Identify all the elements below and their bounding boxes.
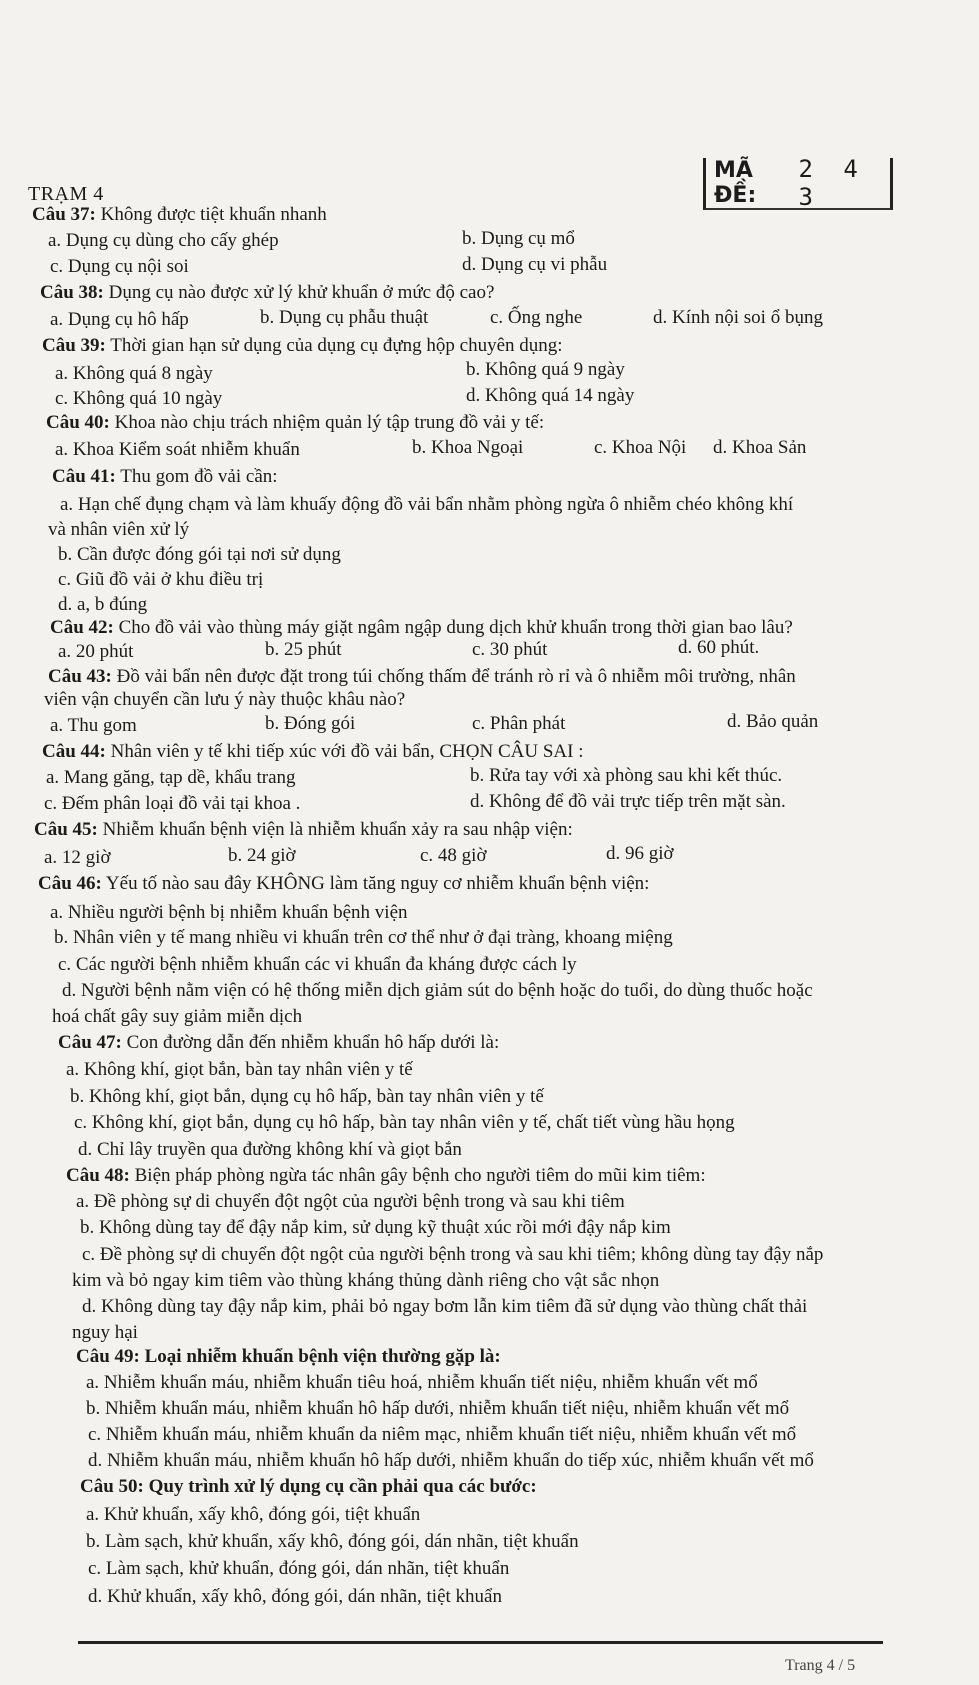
q47-option-c: c. Không khí, giọt bắn, dụng cụ hô hấp, bàn tay nhân viên y tế, chất tiết vùng hầu họng: [74, 1112, 735, 1133]
q47-option-a: a. Không khí, giọt bắn, bàn tay nhân viên y tế: [66, 1059, 413, 1080]
q43-option-a: a. Thu gom: [50, 715, 137, 736]
q49-option-a: a. Nhiễm khuẩn máu, nhiễm khuẩn tiêu hoá, nhiễm khuẩn tiết niệu, nhiễm khuẩn vết mổ: [86, 1372, 758, 1393]
q46-option-b: b. Nhân viên y tế mang nhiều vi khuẩn trên cơ thể như ở đại tràng, khoang miệng: [54, 927, 673, 948]
question-45: Câu 45: Nhiễm khuẩn bệnh viện là nhiễm khuẩn xảy ra sau nhập viện:: [34, 819, 573, 840]
q47-option-d: d. Chỉ lây truyền qua đường không khí và giọt bắn: [78, 1139, 462, 1160]
q42-option-c: c. 30 phút: [472, 639, 548, 660]
q38-option-b: b. Dụng cụ phẫu thuật: [260, 307, 429, 328]
q44-option-c: c. Đếm phân loại đồ vải tại khoa .: [44, 793, 301, 814]
q37-option-d: d. Dụng cụ vi phẫu: [462, 254, 608, 275]
q40-option-d: d. Khoa Sản: [713, 437, 807, 458]
q41-option-c: c. Giũ đồ vải ở khu điều trị: [58, 569, 264, 590]
q46-option-d: d. Người bệnh nằm viện có hệ thống miễn dịch giảm sút do bệnh hoặc do tuổi, do dùng thuốc hoặc: [62, 980, 813, 1001]
q50-option-c: c. Làm sạch, khử khuẩn, đóng gói, dán nhãn, tiệt khuẩn: [88, 1558, 510, 1579]
q40-option-b: b. Khoa Ngoại: [412, 437, 524, 458]
q48-option-d: d. Không dùng tay đậy nắp kim, phải bỏ ngay bơm lẫn kim tiêm đã sử dụng vào thùng chất thải: [82, 1296, 808, 1317]
q45-option-b: b. 24 giờ: [228, 845, 296, 866]
question-42: Câu 42: Cho đồ vải vào thùng máy giặt ngâm ngập dung dịch khử khuẩn trong thời gian bao lâu?: [50, 617, 793, 638]
question-37: Câu 37: Không được tiệt khuẩn nhanh: [32, 204, 327, 225]
q40-option-a: a. Khoa Kiểm soát nhiễm khuẩn: [55, 439, 300, 460]
q49-option-c: c. Nhiễm khuẩn máu, nhiễm khuẩn da niêm mạc, nhiễm khuẩn tiết niệu, nhiễm khuẩn vết mổ: [88, 1424, 797, 1445]
exam-code-label: MÃ ĐỀ:: [714, 158, 757, 208]
q45-option-d: d. 96 giờ: [606, 843, 674, 864]
q39-option-a: a. Không quá 8 ngày: [55, 363, 213, 384]
question-38: Câu 38: Dụng cụ nào được xử lý khử khuẩn ở mức độ cao?: [40, 282, 495, 303]
q49-option-b: b. Nhiễm khuẩn máu, nhiễm khuẩn hô hấp dưới, nhiễm khuẩn tiết niệu, nhiễm khuẩn vết mổ: [86, 1398, 790, 1419]
q41-option-a: a. Hạn chế đụng chạm và làm khuấy động đồ vải bẩn nhằm phòng ngừa ô nhiễm chéo không khí: [60, 494, 794, 515]
q44-option-a: a. Mang găng, tạp dề, khẩu trang: [46, 767, 296, 788]
question-48: Câu 48: Biện pháp phòng ngừa tác nhân gây bệnh cho người tiêm do mũi kim tiêm:: [66, 1165, 706, 1186]
question-39: Câu 39: Thời gian hạn sử dụng của dụng cụ đựng hộp chuyên dụng:: [42, 335, 563, 356]
question-40: Câu 40: Khoa nào chịu trách nhiệm quản lý tập trung đồ vải y tế:: [46, 412, 545, 433]
q38-option-c: c. Ống nghe: [490, 307, 583, 328]
q48-option-c: c. Đề phòng sự di chuyển đột ngột của người bệnh trong và sau khi tiêm; không dùng tay đậy nắp: [82, 1244, 824, 1265]
q50-option-d: d. Khử khuẩn, xấy khô, đóng gói, dán nhãn, tiệt khuẩn: [88, 1586, 502, 1607]
q46-option-c: c. Các người bệnh nhiễm khuẩn các vi khuẩn đa kháng được cách ly: [58, 954, 577, 975]
q42-option-b: b. 25 phút: [265, 639, 342, 660]
q48-option-c-cont: kim và bỏ ngay kim tiêm vào thùng kháng thủng dành riêng cho vật sắc nhọn: [72, 1270, 660, 1291]
q37-option-a: a. Dụng cụ dùng cho cấy ghép: [48, 230, 279, 251]
q38-option-d: d. Kính nội soi ổ bụng: [653, 307, 823, 328]
q42-option-a: a. 20 phút: [58, 641, 134, 662]
q47-option-b: b. Không khí, giọt bắn, dụng cụ hô hấp, bàn tay nhân viên y tế: [70, 1086, 544, 1107]
q45-option-c: c. 48 giờ: [420, 845, 487, 866]
station-title: TRẠM 4: [28, 183, 104, 205]
q44-option-b: b. Rửa tay với xà phòng sau khi kết thúc.: [470, 765, 783, 786]
q43-option-b: b. Đóng gói: [265, 713, 356, 734]
question-43: Câu 43: Đồ vải bẩn nên được đặt trong túi chống thấm để tránh rò rỉ và ô nhiễm môi trường, nhân: [48, 666, 796, 687]
q48-option-a: a. Đề phòng sự di chuyển đột ngột của người bệnh trong và sau khi tiêm: [76, 1191, 625, 1212]
exam-code-value: 2 4 3: [798, 155, 866, 211]
q44-option-d: d. Không để đồ vải trực tiếp trên mặt sàn.: [470, 791, 786, 812]
question-41: Câu 41: Thu gom đồ vải cần:: [52, 466, 278, 487]
page-number: Trang 4 / 5: [785, 1657, 856, 1674]
question-43-cont: viên vận chuyển cần lưu ý này thuộc khâu nào?: [44, 689, 406, 710]
question-49: Câu 49: Loại nhiễm khuẩn bệnh viện thường gặp là:: [76, 1346, 501, 1367]
footer-divider: [78, 1641, 883, 1644]
q40-option-c: c. Khoa Nội: [594, 437, 687, 458]
q39-option-d: d. Không quá 14 ngày: [466, 385, 635, 406]
question-46: Câu 46: Yếu tố nào sau đây KHÔNG làm tăng nguy cơ nhiễm khuẩn bệnh viện:: [38, 873, 650, 894]
question-50: Câu 50: Quy trình xử lý dụng cụ cần phải qua các bước:: [80, 1476, 537, 1497]
q46-option-a: a. Nhiều người bệnh bị nhiễm khuẩn bệnh viện: [50, 902, 408, 923]
q37-option-b: b. Dụng cụ mổ: [462, 228, 575, 249]
q41-option-a-cont: và nhân viên xử lý: [48, 519, 190, 540]
question-44: Câu 44: Nhân viên y tế khi tiếp xúc với đồ vải bẩn, CHỌN CÂU SAI :: [42, 741, 584, 762]
q37-option-c: c. Dụng cụ nội soi: [50, 256, 189, 277]
q39-option-b: b. Không quá 9 ngày: [466, 359, 625, 380]
q43-option-c: c. Phân phát: [472, 713, 566, 734]
q50-option-b: b. Làm sạch, khử khuẩn, xấy khô, đóng gói, dán nhãn, tiệt khuẩn: [86, 1531, 579, 1552]
exam-code-box: [703, 155, 893, 211]
q39-option-c: c. Không quá 10 ngày: [55, 388, 223, 409]
q42-option-d: d. 60 phút.: [678, 637, 760, 658]
q48-option-d-cont: nguy hại: [72, 1322, 138, 1343]
q46-option-d-cont: hoá chất gây suy giảm miễn dịch: [52, 1006, 303, 1027]
q48-option-b: b. Không dùng tay để đậy nắp kim, sử dụng kỹ thuật xúc rồi mới đậy nắp kim: [80, 1217, 671, 1238]
q38-option-a: a. Dụng cụ hô hấp: [50, 309, 189, 330]
q49-option-d: d. Nhiễm khuẩn máu, nhiễm khuẩn hô hấp dưới, nhiễm khuẩn do tiếp xúc, nhiễm khuẩn vết mổ: [88, 1450, 814, 1471]
q41-option-d: d. a, b đúng: [58, 594, 148, 615]
question-47: Câu 47: Con đường dẫn đến nhiễm khuẩn hô hấp dưới là:: [58, 1032, 500, 1053]
q41-option-b: b. Cần được đóng gói tại nơi sử dụng: [58, 544, 341, 565]
q50-option-a: a. Khử khuẩn, xấy khô, đóng gói, tiệt khuẩn: [86, 1504, 421, 1525]
q43-option-d: d. Bảo quản: [727, 711, 819, 732]
q45-option-a: a. 12 giờ: [44, 847, 111, 868]
